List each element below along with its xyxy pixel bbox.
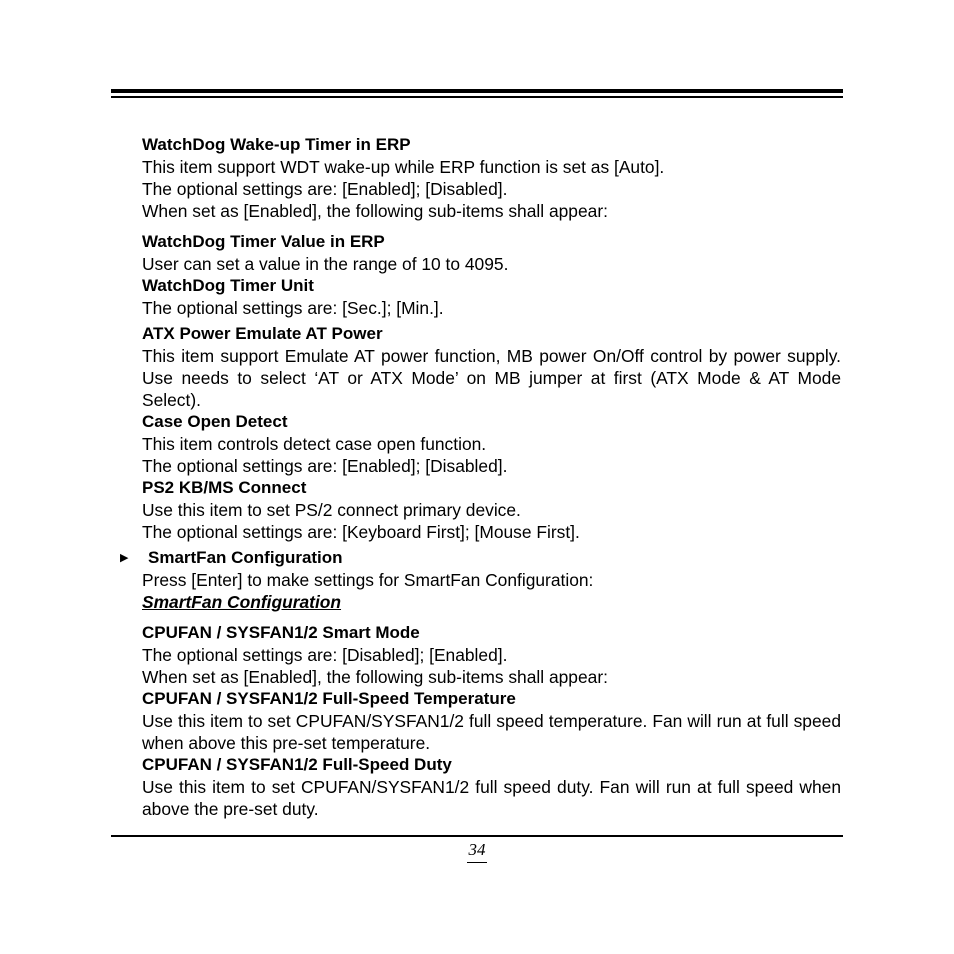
cpufan-duty-desc: Use this item to set CPUFAN/SYSFAN1/2 full speed duty. Fan will run at full speed when above the pre-set duty.: [142, 777, 841, 819]
wdt-wake-note: When set as [Enabled], the following sub-items shall appear:: [142, 201, 608, 221]
case-title: Case Open Detect: [142, 412, 288, 431]
wdt-wake-options: The optional settings are: [Enabled]; [Disabled].: [142, 179, 508, 199]
cpufan-duty-title: CPUFAN / SYSFAN1/2 Full-Speed Duty: [142, 755, 452, 774]
cpufan-mode-options: The optional settings are: [Disabled]; [Enabled].: [142, 645, 508, 665]
smartfan-desc: Press [Enter] to make settings for SmartFan Configuration:: [142, 570, 594, 590]
wdt-unit-options: The optional settings are: [Sec.]; [Min.].: [142, 298, 444, 318]
triangle-right-icon: ▶: [120, 552, 129, 564]
manual-body: [120, 134, 841, 820]
wdt-wake-title: WatchDog Wake-up Timer in ERP: [142, 135, 411, 154]
wdt-wake-desc: This item support WDT wake-up while ERP function is set as [Auto].: [142, 157, 665, 177]
wdt-unit-title: WatchDog Timer Unit: [142, 276, 314, 295]
atx-title: ATX Power Emulate AT Power: [142, 324, 383, 343]
footer-rule: [111, 835, 843, 837]
atx-desc: This item support Emulate AT power function, MB power On/Off control by power supply. Use needs to select ‘AT or ATX Mode’ on MB jumper at first (ATX Mode & AT Mode Select).: [142, 346, 841, 410]
header-rule-thin: [111, 96, 843, 98]
smartfan-section: [120, 547, 841, 569]
cpufan-mode-title: CPUFAN / SYSFAN1/2 Smart Mode: [142, 623, 420, 642]
smartfan-subheading: SmartFan Configuration: [142, 592, 342, 612]
cpufan-mode-note: When set as [Enabled], the following sub-items shall appear:: [142, 667, 608, 687]
smartfan-title: SmartFan Configuration: [148, 548, 343, 567]
cpufan-temp-desc: Use this item to set CPUFAN/SYSFAN1/2 full speed temperature. Fan will run at full speed when above this pre-set temperature.: [142, 711, 841, 753]
case-options: The optional settings are: [Enabled]; [Disabled].: [142, 456, 508, 476]
ps2-title: PS2 KB/MS Connect: [142, 478, 307, 497]
header-rule-thick: [111, 89, 843, 93]
wdt-value-desc: User can set a value in the range of 10 to 4095.: [142, 254, 509, 274]
page-number: 34: [468, 840, 486, 859]
wdt-value-title: WatchDog Timer Value in ERP: [142, 232, 385, 251]
page-number-underline: [467, 862, 487, 863]
ps2-desc: Use this item to set PS/2 connect primary device.: [142, 500, 521, 520]
cpufan-temp-title: CPUFAN / SYSFAN1/2 Full-Speed Temperature: [142, 689, 516, 708]
case-desc: This item controls detect case open function.: [142, 434, 487, 454]
ps2-options: The optional settings are: [Keyboard First]; [Mouse First].: [142, 522, 580, 542]
